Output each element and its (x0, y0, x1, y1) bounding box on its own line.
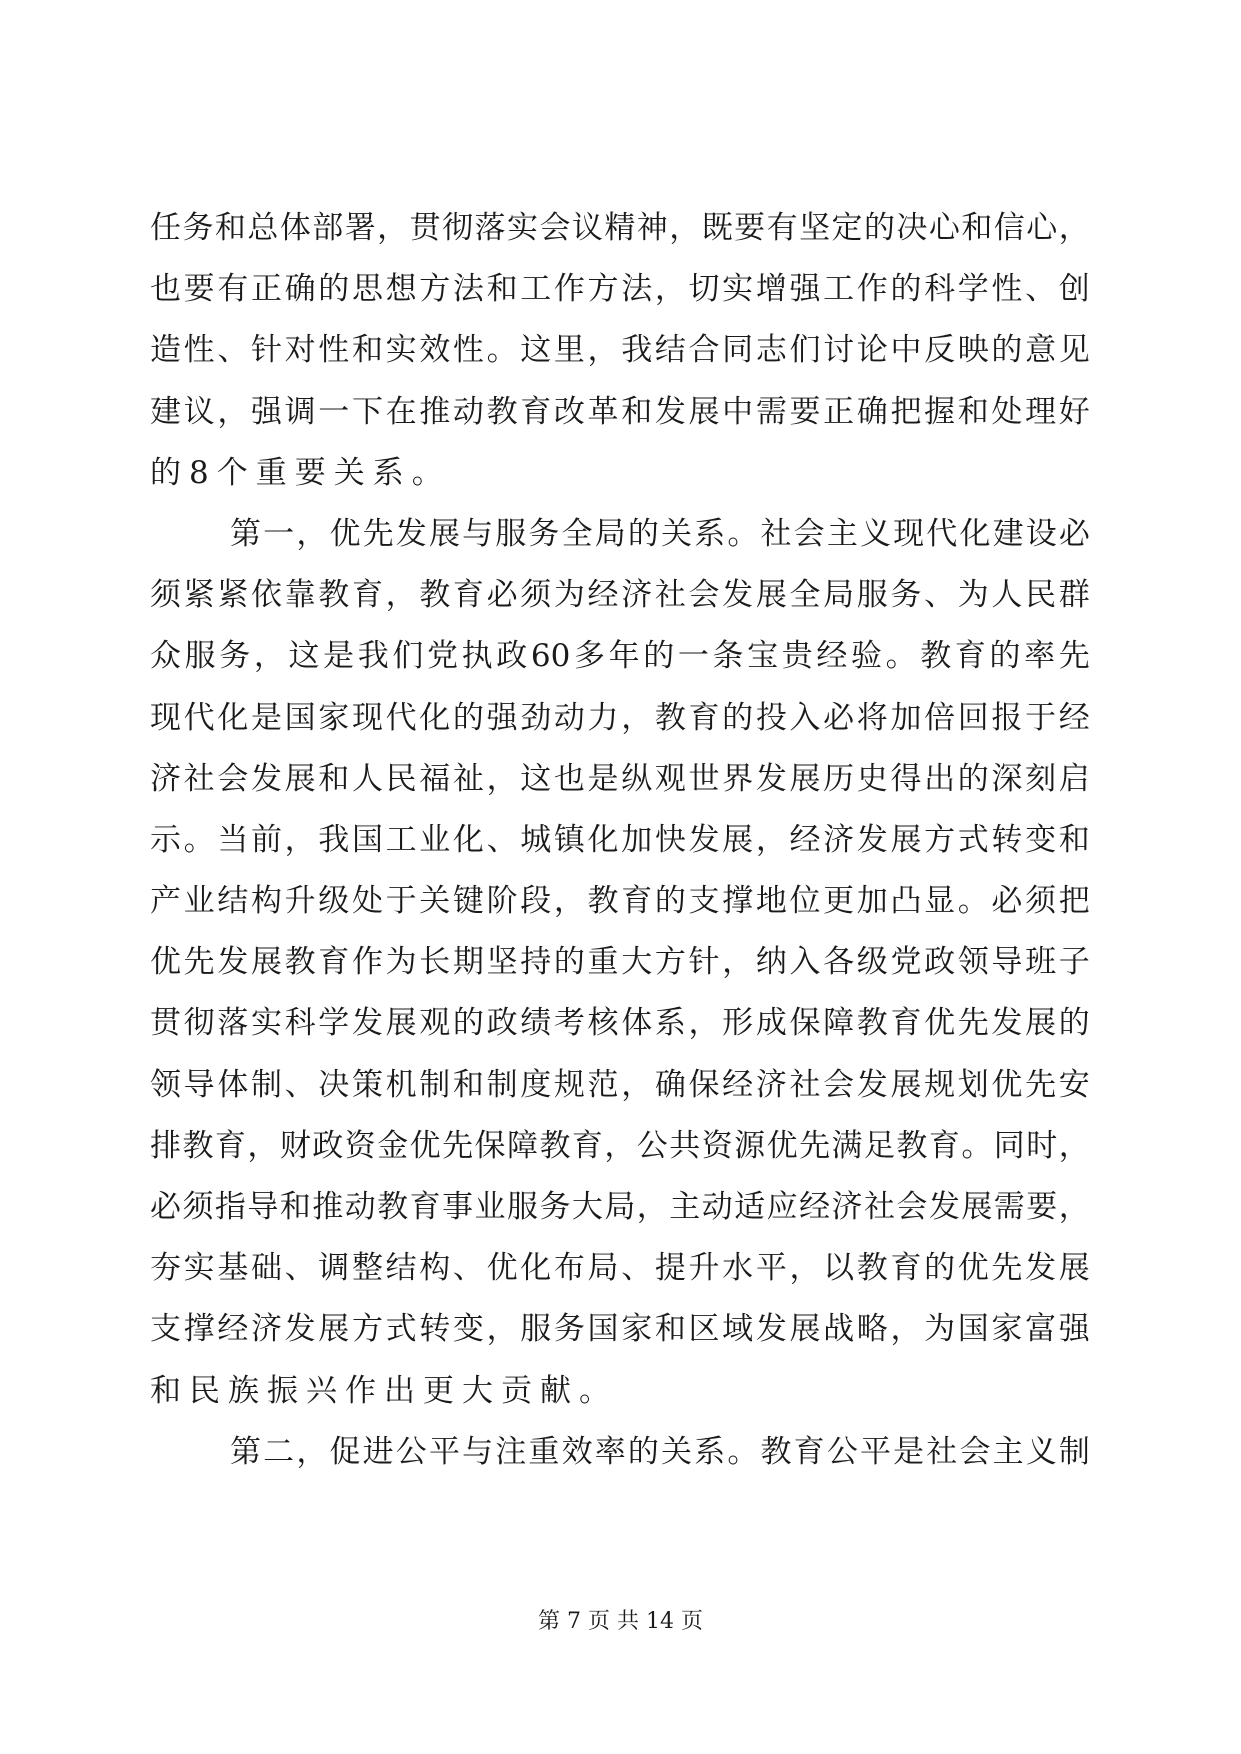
text-line: 第 二 ， 促 进 公 平 与 注 重 效 率 的 关 系 。 教 育 公 平 是 社 会 主 义 制 (230, 1433, 1090, 1470)
text-line: 任 务 和 总 体 部 署 ， 贯 彻 落 实 会 议 精 神 ， 既 要 有 坚 定 的 决 心 和 信 心 ， (150, 210, 1090, 246)
text-line: 示 。 当 前 ， 我 国 工 业 化 、 城 镇 化 加 快 发 展 ， 经 济 发 展 方 式 转 变 和 (150, 821, 1090, 858)
text-line: 造 性 、 针 对 性 和 实 效 性 。 这 里 ， 我 结 合 同 志 们 讨 论 中 反 映 的 意 见 (150, 332, 1090, 369)
text-line: 建 议 ， 强 调 一 下 在 推 动 教 育 改 革 和 发 展 中 需 要 正 确 把 握 和 处 理 好 (150, 393, 1090, 430)
text-line: 排 教 育 ， 财 政 资 金 优 先 保 障 教 育 ， 公 共 资 源 优 先 满 足 教 育 。 同 时 ， (150, 1127, 1090, 1164)
text-line: 贯 彻 落 实 科 学 发 展 观 的 政 绩 考 核 体 系 ， 形 成 保 障 教 育 优 先 发 展 的 (150, 1005, 1090, 1042)
page-footer: 第 7 页 共 14 页 (538, 1609, 703, 1634)
text-line: 也 要 有 正 确 的 思 想 方 法 和 工 作 方 法 ， 切 实 增 强 工 作 的 科 学 性 、 创 (150, 271, 1090, 308)
body-text (150, 198, 1090, 1483)
text-line: 支 撑 经 济 发 展 方 式 转 变 ， 服 务 国 家 和 区 域 发 展 战 略 ， 为 国 家 富 强 (150, 1311, 1090, 1348)
text-line: 夯 实 基 础 、 调 整 结 构 、 优 化 布 局 、 提 升 水 平 ， 以 教 育 的 优 先 发 展 (150, 1250, 1090, 1287)
text-line: 济 社 会 发 展 和 人 民 福 祉 ， 这 也 是 纵 观 世 界 发 展 历 史 得 出 的 深 刻 启 (150, 760, 1090, 797)
text-line: 优 先 发 展 教 育 作 为 长 期 坚 持 的 重 大 方 针 ， 纳 入 各 级 党 政 领 导 班 子 (150, 944, 1090, 981)
text-line: 第 一 ， 优 先 发 展 与 服 务 全 局 的 关 系 。 社 会 主 义 现 代 化 建 设 必 (230, 515, 1090, 552)
text-line: 须 紧 紧 依 靠 教 育 ， 教 育 必 须 为 经 济 社 会 发 展 全 局 服 务 、 为 人 民 群 (150, 577, 1090, 614)
text-line: 和 民 族 振 兴 作 出 更 大 贡 献 。 (150, 1372, 610, 1409)
text-line: 众 服 务 ， 这 是 我 们 党 执 政 60 多 年 的 一 条 宝 贵 经 验 。 教 育 的 率 先 (150, 638, 1090, 675)
text-line: 必 须 指 导 和 推 动 教 育 事 业 服 务 大 局 ， 主 动 适 应 经 济 社 会 发 展 需 要 ， (150, 1189, 1090, 1225)
text-line: 现 代 化 是 国 家 现 代 化 的 强 劲 动 力 ， 教 育 的 投 入 必 将 加 倍 回 报 于 经 (150, 699, 1090, 736)
text-line: 领 导 体 制 、 决 策 机 制 和 制 度 规 范 ， 确 保 经 济 社 会 发 展 规 划 优 先 安 (150, 1066, 1090, 1103)
text-line: 的 8 个 重 要 关 系 。 (150, 454, 443, 491)
text-line: 产 业 结 构 升 级 处 于 关 键 阶 段 ， 教 育 的 支 撑 地 位 更 加 凸 显 。 必 须 把 (150, 883, 1090, 920)
